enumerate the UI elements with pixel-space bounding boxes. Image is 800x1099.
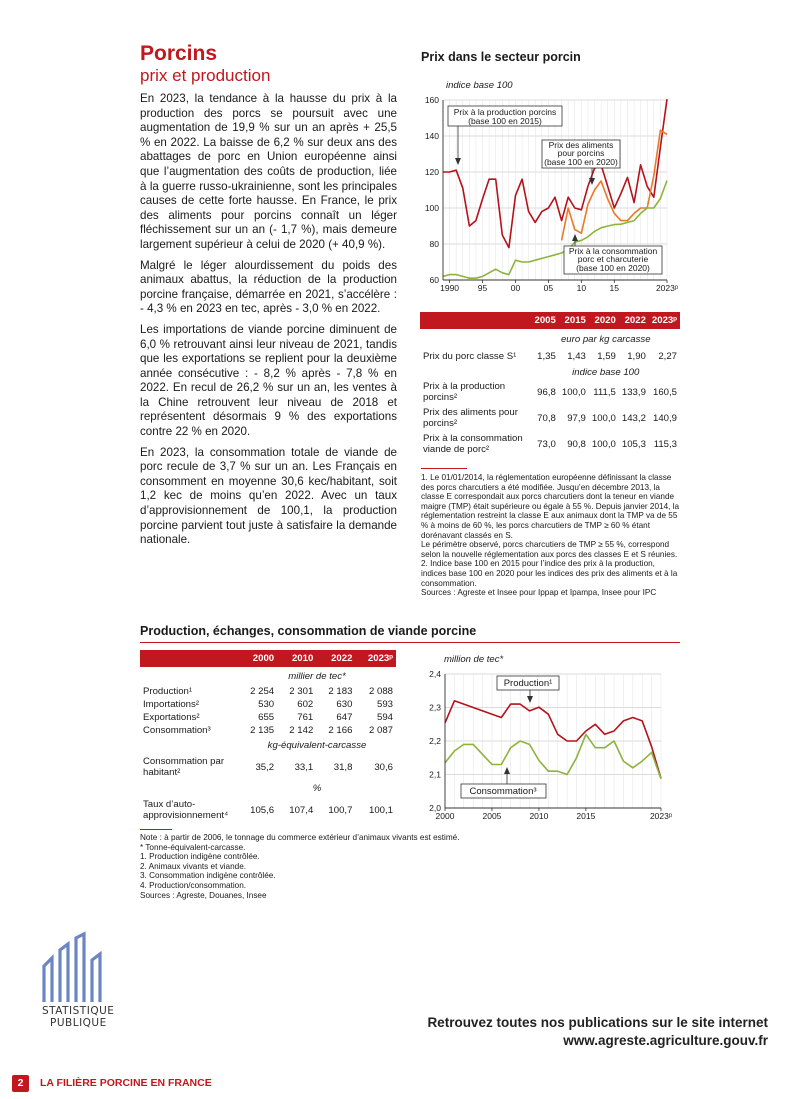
cell: 2 254	[250, 686, 275, 697]
cell: 2 142	[289, 725, 314, 736]
price-cons-label-line2: porc et charcuterie	[577, 254, 649, 264]
cell: 33,1	[294, 761, 314, 773]
cell: 133,9	[621, 386, 646, 398]
cell: 1,90	[627, 350, 646, 362]
price-note-1: 1. Le 01/01/2014, la réglementation européenne définissant la classe des porcs charcutiers a été modifiée. Jusqu’en décembre 2013, la classe E correspondait aux porcs charcutiers dont la teneur en viande maigre (TMP) était supérieure ou égale à 55 %. Depuis janvier 2014, la réglementation restreint la classe E aux animaux dont la TMP va de 55 % à moins de 60 %, les porcs charcutiers de TMP ≥ 60 % étant dorénavant classés en S.	[421, 473, 680, 540]
cell: 2 301	[289, 686, 314, 697]
row-label: Prix à la production porcins²	[423, 381, 506, 403]
cell: 2 166	[328, 725, 353, 736]
cell: 160,5	[652, 386, 677, 398]
price-note-1b: Le périmètre observé, porcs charcutiers de TMP ≥ 55 %, correspond selon la nouvelle réglementation aux porcs des classes E et S réunies.	[421, 540, 678, 559]
production-table	[140, 650, 396, 822]
price-sources: Sources : Agreste et Insee pour Ippap et Ipampa, Insee pour IPC	[421, 588, 657, 598]
row-label: Production¹	[143, 686, 193, 697]
table-row	[420, 431, 680, 457]
prod-note-2: 2. Animaux vivants et viande.	[140, 861, 247, 871]
prod-unit-tec: millier de tec*	[288, 671, 346, 682]
cell: 97,9	[567, 412, 586, 424]
prod-col-2022: 2022	[316, 650, 355, 667]
x-tick-label: 2005	[482, 811, 502, 821]
cell: 2 183	[328, 686, 353, 697]
price-col-2023: 2023ᵖ	[649, 312, 680, 329]
logo-line-2: PUBLIQUE	[50, 1017, 107, 1029]
prod-unit-kec: kg-équivalent-carcasse	[267, 740, 367, 751]
y-tick-label: 140	[424, 131, 439, 141]
production-label: Production¹	[503, 678, 553, 689]
x-tick-label: 2000	[435, 811, 455, 821]
page-number: 2	[12, 1075, 29, 1092]
price-col-2022: 2022	[619, 312, 649, 329]
price-cons-label-line1: Prix à la consommation	[568, 246, 658, 256]
y-tick-label: 60	[429, 275, 439, 285]
cell: 2 135	[250, 725, 275, 736]
cell: 96,8	[537, 386, 556, 398]
logo-text	[42, 1005, 114, 1029]
page-subtitle: prix et production	[140, 66, 271, 85]
table-row	[140, 798, 396, 822]
price-chart-title: Prix dans le secteur porcin	[421, 50, 581, 64]
cell: 70,8	[537, 412, 556, 424]
footer-cta: Retrouvez toutes nos publications sur le site internet	[427, 1015, 768, 1030]
row-label: Importations²	[143, 699, 199, 710]
row-label: Prix des aliments pour porcins²	[423, 407, 518, 429]
x-tick-label: 1990	[440, 283, 460, 293]
cell: 594	[376, 712, 393, 723]
y-tick-label: 100	[424, 203, 439, 213]
paragraph-4: En 2023, la consommation totale de viande de porc recule de 3,7 % sur un an. Les Français en consomment en moyenne 30,6 kec/habitant, soit 1,2 kec de moins qu’en 2022. Avec un taux d’approvisionnement de 100,1, la production porcine parvient tout juste à satisfaire la demande nationale.	[140, 445, 397, 547]
footer-doc-title: LA FILIÈRE PORCINE EN FRANCE	[40, 1077, 212, 1089]
x-tick-label: 2023ᵖ	[649, 811, 673, 821]
row-label: Consommation³	[143, 725, 211, 736]
x-tick-label: 2015	[576, 811, 596, 821]
x-tick-label: 95	[477, 283, 488, 293]
x-tick-label: 05	[543, 283, 554, 293]
cell: 1,59	[597, 350, 616, 362]
production-arrowhead	[527, 696, 533, 703]
price-chart	[420, 88, 680, 298]
price-prod-label-line2: (base 100 en 2015)	[468, 116, 542, 126]
x-tick-label: 2010	[529, 811, 549, 821]
x-tick-label: 10	[576, 283, 587, 293]
prod-note-0: Note : à partir de 2006, le tonnage du commerce extérieur d’animaux vivants est estimé.	[140, 833, 460, 842]
prod-note-1: 1. Production indigène contrôlée.	[140, 852, 260, 862]
price-col-2015: 2015	[559, 312, 589, 329]
cell: 31,8	[333, 761, 353, 773]
price-note-2: 2. Indice base 100 en 2015 pour l’indice des prix à la production, indices base 100 en 2020 pour les indices des prix des aliments et à la consommation.	[421, 559, 678, 588]
statistique-publique-logo	[38, 930, 110, 1006]
price-col-2020: 2020	[589, 312, 619, 329]
price-table-header	[420, 312, 680, 329]
x-tick-label: 00	[510, 283, 521, 293]
production-chart-series	[445, 701, 661, 779]
cell: 593	[376, 699, 393, 710]
prod-sources: Sources : Agreste, Douanes, Insee	[140, 890, 267, 900]
row-label: Exportations²	[143, 712, 200, 723]
cell: 90,8	[567, 438, 586, 450]
row-label: Consommation par habitant²	[143, 756, 225, 778]
cell: 1,35	[537, 350, 556, 362]
cell: 100,0	[591, 438, 616, 450]
cell: 111,5	[593, 386, 616, 398]
y-tick-label: 2,4	[429, 669, 441, 679]
prod-col-2010: 2010	[277, 650, 316, 667]
prod-col-2000: 2000	[238, 650, 277, 667]
table-row	[420, 379, 680, 405]
production-table-header	[140, 650, 396, 667]
y-tick-label: 120	[424, 167, 439, 177]
consommation-label: Consommation³	[469, 786, 537, 797]
price-alim-label-line3: (base 100 en 2020)	[544, 157, 618, 167]
price-chart-unit: indice base 100	[446, 80, 513, 91]
cell: 2 087	[368, 725, 393, 736]
article-text	[140, 92, 397, 554]
production-chart-unit: million de tec*	[444, 654, 504, 665]
prod-col-2023: 2023ᵖ	[355, 650, 396, 667]
price-cons-label-line3: (base 100 en 2020)	[576, 263, 650, 273]
production-section-rule	[140, 642, 680, 643]
consommation-arrowhead	[504, 767, 510, 774]
y-tick-label: 80	[429, 239, 439, 249]
table-row	[140, 698, 396, 711]
production-notes	[140, 833, 520, 900]
paragraph-3: Les importations de viande porcine diminuent de 6,0 % retrouvant ainsi leur niveau de 2021, tandis que les exportations se replient pour la deuxième année consécutive : - 8,2 % après - 7,8 % en 2022. En recul de 26,2 % sur un an, les ventes à la Chine retrouvent leur niveau de 2018 et représentent désormais 9 % des exportations contre 22 % en 2020.	[140, 322, 397, 439]
x-tick-label: 15	[609, 283, 620, 293]
row-label: Prix à la consommation viande de porc²	[423, 433, 523, 455]
cell: 1,43	[567, 350, 586, 362]
prod-unit-percent: %	[312, 783, 322, 794]
cell: 100,0	[561, 386, 586, 398]
price-prod-arrowhead	[455, 158, 461, 165]
row-label: Taux d’auto-approvisionnement⁴	[143, 799, 229, 821]
table-row	[140, 755, 396, 779]
prod-note-star: * Tonne-équivalent-carcasse.	[140, 842, 246, 852]
price-cons-arrowhead	[572, 234, 578, 241]
logo-line-1: STATISTIQUE	[42, 1005, 115, 1017]
production-section-title: Production, échanges, consommation de viande porcine	[140, 624, 477, 638]
prod-note-3: 3. Consommation indigène contrôlée.	[140, 871, 276, 881]
table-row	[420, 346, 680, 366]
cell: 107,4	[289, 804, 314, 816]
table-row	[420, 405, 680, 431]
y-tick-label: 2,0	[429, 803, 441, 813]
cell: 140,9	[652, 412, 677, 424]
cell: 105,6	[250, 804, 275, 816]
cell: 655	[258, 712, 275, 723]
table-row	[140, 685, 396, 698]
y-tick-label: 2,1	[429, 769, 441, 780]
cell: 100,0	[591, 412, 616, 424]
cell: 105,3	[621, 438, 646, 450]
price-notes	[421, 473, 681, 598]
cell: 761	[297, 712, 314, 723]
cell: 602	[297, 699, 314, 710]
price-notes-rule	[421, 468, 467, 469]
cell: 100,1	[368, 804, 393, 816]
table-row	[140, 724, 396, 737]
price-prod-label-line1: Prix à la production porcins	[453, 107, 557, 117]
logo-bars-icon	[44, 934, 100, 1002]
price-col-2005: 2005	[532, 312, 559, 329]
page-title: Porcins	[140, 42, 218, 65]
x-tick-label: 2023ᵖ	[655, 283, 679, 293]
cell: 2 088	[368, 686, 393, 697]
price-alim-label-line2: pour porcins	[557, 148, 605, 158]
row-label: Prix du porc classe S¹	[423, 350, 517, 362]
cell: 115,3	[653, 438, 677, 450]
prod-note-4: 4. Production/consommation.	[140, 880, 247, 890]
paragraph-1: En 2023, la tendance à la hausse du prix à la production des porcs se poursuit avec une augmentation de 19,9 % sur un an après + 25,5 % en 2022. La baisse de 6,2 % sur deux ans des abattages de porc en Union européenne ainsi que l’augmentation des coûts de production, liée à la guerre russo-ukrainienne, sont les principales causes de cette forte hausse. En France, le prix des aliments pour porcins connaît un léger fléchissement sur un an (- 1,7 %), mais demeure largement supérieur à celui de 2020 (+ 40,9 %).	[140, 92, 397, 251]
price-unit-index: indice base 100	[572, 367, 640, 378]
price-unit-euro: euro par kg carcasse	[560, 334, 651, 345]
prod-notes-rule	[140, 829, 172, 830]
y-tick-label: 160	[424, 95, 439, 105]
y-tick-label: 2,3	[429, 702, 441, 713]
price-table	[420, 312, 680, 457]
cell: 30,6	[374, 761, 393, 773]
cell: 2,27	[658, 350, 677, 362]
y-tick-label: 2,2	[429, 736, 441, 746]
cell: 73,0	[537, 438, 556, 450]
table-row	[140, 711, 396, 724]
production-chart	[420, 664, 680, 826]
cell: 100,7	[328, 804, 353, 816]
cell: 35,2	[255, 761, 275, 773]
cell: 530	[258, 699, 275, 710]
cell: 143,2	[621, 412, 646, 424]
series-line-1	[445, 701, 661, 779]
paragraph-2: Malgré le léger alourdissement du poids des animaux abattus, la réduction de la production porcine française, démarrée en 2021, s’accélère : - 4,3 % en 2023 en tec, après - 3,0 % en 2022.	[140, 258, 397, 316]
price-alim-label-line1: Prix des aliments	[548, 140, 614, 150]
footer-url-link[interactable]: www.agreste.agriculture.gouv.fr	[563, 1033, 768, 1048]
cell: 630	[336, 699, 353, 710]
cell: 647	[336, 712, 353, 723]
